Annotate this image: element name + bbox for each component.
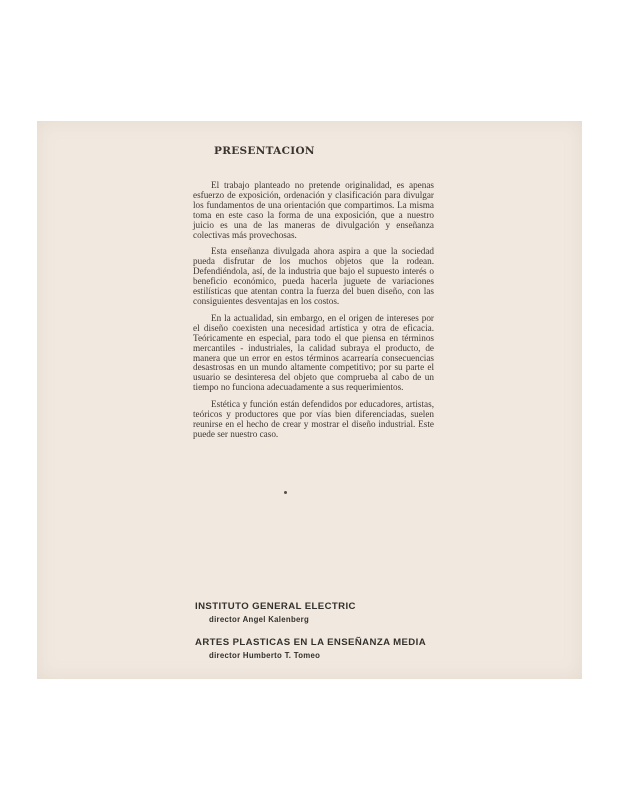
- presentation-text: [193, 181, 434, 447]
- page-title: PRESENTACION: [214, 145, 315, 157]
- paragraph-1: El trabajo planteado no pretende originalidad, es apenas esfuerzo de exposición, ordenación y clasificación para divulgar los fundamentos de una orientación que compartimos. La misma toma en este caso la forma de una exposición, que a nuestro juicio es una de las maneras de divulgación y enseñanza colectivas más provechosas.: [193, 180, 434, 240]
- director-name-1: director Angel Kalenberg: [209, 615, 310, 624]
- paragraph-3: En la actualidad, sin embargo, en el origen de intereses por el diseño coexisten una necesidad artística y otra de eficacia. Teóricamente en especial, para todo el que piensa en términos mercantiles - industriales, la calidad subraya el producto, de manera que un error en estos términos acarrearía consecuencias desastrosas en un mundo altamente competitivo; por su parte el usuario se desinteresa del objeto que comprueba al cabo de un tiempo no funciona adecuadamente a sus requerimientos.: [193, 312, 434, 393]
- ink-dot: [284, 491, 287, 494]
- document-page: [37, 121, 582, 679]
- paragraph-2: Esta enseñanza divulgada ahora aspira a que la sociedad pueda disfrutar de los muchos objetos que la rodean. Defendiéndola, así, de la industria que bajo el supuesto interés o beneficio económico, pueda hacerla juguete de variaciones estilísticas que atentan contra la fuerza del buen diseño, con las consiguientes desventajas en los costos.: [193, 246, 434, 306]
- credits-block: [195, 601, 426, 660]
- paragraph-4: Estética y función están defendidos por educadores, artistas, teóricos y productores que por vías bien diferenciadas, suelen reunirse en el hecho de crear y mostrar el diseño industrial. Este puede ser nuestro caso.: [193, 399, 434, 439]
- institution-name-2: ARTES PLASTICAS EN LA ENSEÑANZA MEDIA: [195, 637, 427, 648]
- institution-name-1: INSTITUTO GENERAL ELECTRIC: [195, 601, 356, 612]
- director-name-2: director Humberto T. Tomeo: [209, 651, 321, 660]
